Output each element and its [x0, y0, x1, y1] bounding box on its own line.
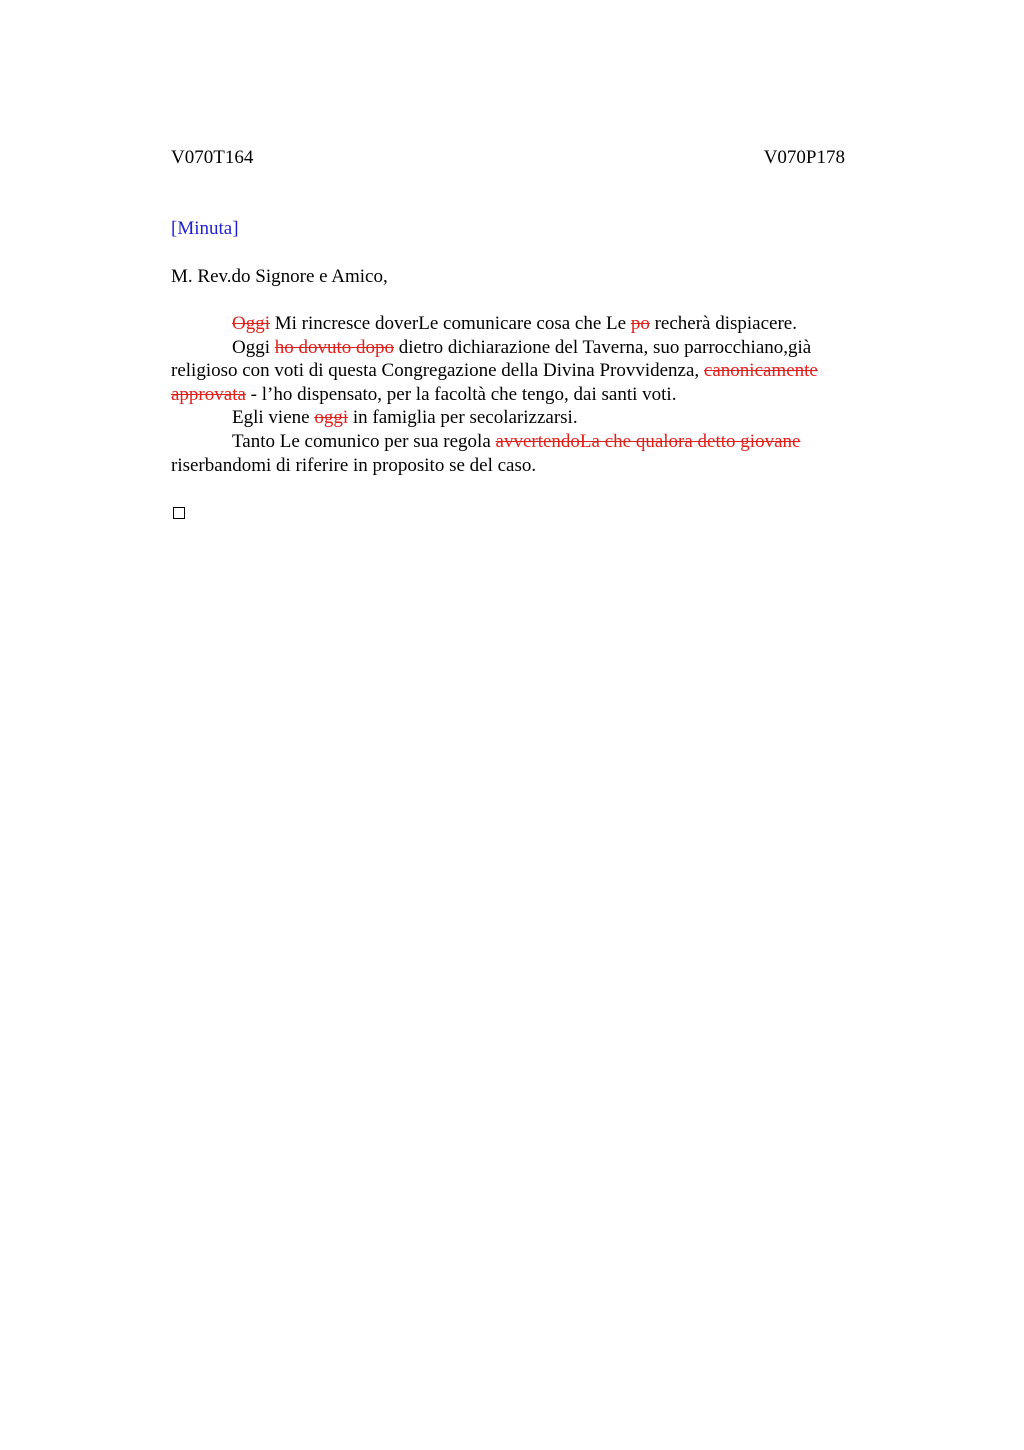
- paragraph-1: [171, 312, 879, 336]
- paragraph-4: [171, 430, 879, 477]
- deleted-text: ho dovuto dopo: [274, 336, 395, 358]
- letter-body: [171, 312, 879, 477]
- minuta-note: [Minuta]: [171, 218, 239, 239]
- paragraph-text: recherà dispiacere.: [649, 313, 797, 334]
- salutation: M. Rev.do Signore e Amico,: [171, 266, 388, 287]
- paragraph-text: in famiglia per secolarizzarsi.: [348, 407, 578, 429]
- paragraph-text: Tanto Le comunico per sua regola: [232, 430, 496, 452]
- deleted-text: po: [630, 313, 650, 334]
- paragraph-text: Oggi: [232, 336, 275, 358]
- paragraph-text: - l’ho dispensato, per la facoltà che tengo, dai santi voti.: [245, 383, 677, 405]
- deleted-text: canonicamente approvata: [171, 360, 818, 405]
- paragraph-3: [171, 406, 879, 430]
- paragraph-2: [171, 336, 879, 407]
- paragraph-text: riserbandomi di riferire in proposito se del caso.: [171, 454, 537, 476]
- document-code-right: V070P178: [763, 147, 845, 168]
- paragraph-text: Mi rincresce doverLe comunicare cosa che Le: [270, 313, 631, 334]
- deleted-text: Oggi: [232, 313, 270, 334]
- empty-square-icon: [173, 507, 185, 519]
- document-code-left: V070T164: [171, 147, 254, 168]
- paragraph-text: dietro dichiarazione del Taverna, suo parrocchiano,già religioso con voti di questa Congregazione della Divina Provvidenza,: [171, 336, 812, 382]
- deleted-text: avvertendoLa che qualora detto giovane: [495, 430, 801, 452]
- deleted-text: oggi: [314, 407, 349, 429]
- paragraph-text: Egli viene: [232, 407, 315, 429]
